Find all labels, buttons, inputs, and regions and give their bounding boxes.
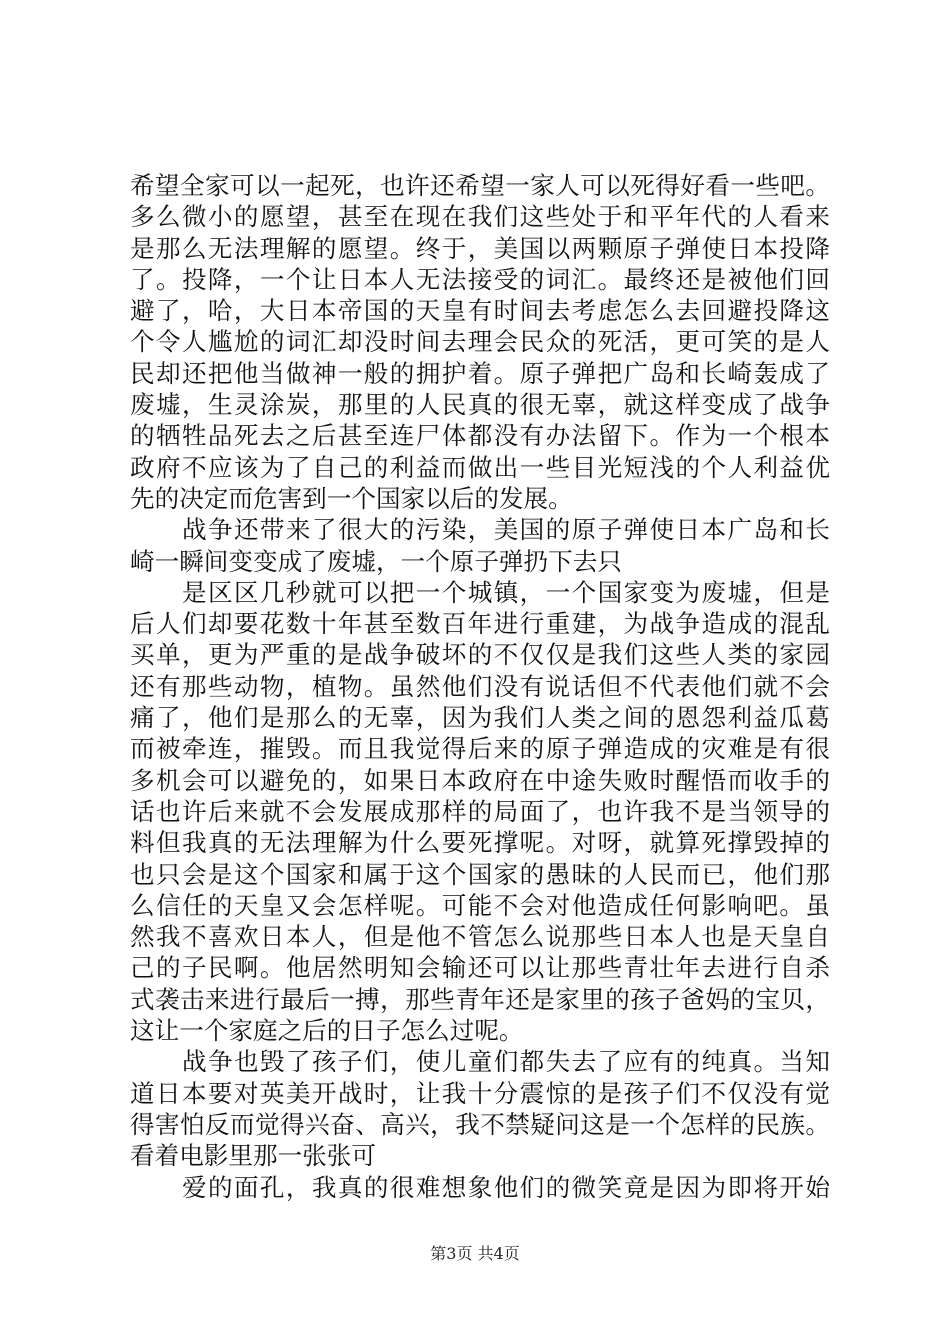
text-line: 式袭击来进行最后一搏，那些青年还是家里的孩子爸妈的宝贝，	[130, 984, 830, 1014]
text-line: 了。投降，一个让日本人无法接受的词汇。最终还是被他们回	[130, 264, 830, 294]
document-body	[130, 170, 830, 1203]
text-line: 还有那些动物，植物。虽然他们没有说话但不代表他们就不会	[130, 671, 830, 701]
text-line: 得害怕反而觉得兴奋、高兴，我不禁疑问这是一个怎样的民族。	[130, 1109, 830, 1139]
text-line: 民却还把他当做神一般的拥护着。原子弹把广岛和长崎轰成了	[130, 358, 830, 388]
text-line: 政府不应该为了自己的利益而做出一些目光短浅的个人利益优	[130, 452, 830, 482]
text-line: 多么微小的愿望，甚至在现在我们这些处于和平年代的人看来	[130, 202, 830, 232]
text-line: 话也许后来就不会发展成那样的局面了，也许我不是当领导的	[130, 796, 830, 826]
text-line: 是区区几秒就可以把一个城镇，一个国家变为废墟，但是	[182, 577, 830, 607]
text-line: 而被牵连，摧毁。而且我觉得后来的原子弹造成的灾难是有很	[130, 734, 830, 764]
text-line: 希望全家可以一起死，也许还希望一家人可以死得好看一些吧。	[130, 171, 830, 200]
text-line: 料但我真的无法理解为什么要死撑呢。对呀，就算死撑毁掉的	[130, 828, 830, 858]
text-line: 爱的面孔，我真的很难想象他们的微笑竟是因为即将开始	[182, 1172, 830, 1202]
text-line: 么信任的天皇又会怎样呢。可能不会对他造成任何影响吧。虽	[130, 890, 830, 920]
text-line: 的牺牲品死去之后甚至连尸体都没有办法留下。作为一个根本	[130, 421, 830, 451]
text-line: 战争还带来了很大的污染，美国的原子弹使日本广岛和长	[182, 515, 830, 545]
text-line: 这让一个家庭之后的日子怎么过呢。	[130, 1016, 524, 1046]
text-line: 己的子民啊。他居然明知会输还可以让那些青壮年去进行自杀	[130, 953, 830, 983]
text-line: 后人们却要花数十年甚至数百年进行重建，为战争造成的混乱	[130, 609, 830, 639]
text-line: 废墟，生灵涂炭，那里的人民真的很无辜，就这样变成了战争	[130, 390, 830, 420]
text-line: 看着电影里那一张张可	[130, 1141, 376, 1171]
text-line: 痛了，他们是那么的无辜，因为我们人类之间的恩怨利益瓜葛	[130, 703, 830, 733]
text-line: 崎一瞬间变变成了废墟，一个原子弹扔下去只	[130, 546, 622, 576]
text-line: 买单，更为严重的是战争破坏的不仅仅是我们这些人类的家园	[130, 640, 830, 670]
text-line: 避了，哈，大日本帝国的天皇有时间去考虑怎么去回避投降这	[130, 296, 830, 326]
text-line: 战争也毁了孩子们，使儿童们都失去了应有的纯真。当知	[182, 1047, 830, 1077]
text-line: 多机会可以避免的，如果日本政府在中途失败时醒悟而收手的	[130, 765, 830, 795]
text-line: 也只会是这个国家和属于这个国家的愚昧的人民而已，他们那	[130, 859, 830, 889]
text-line: 先的决定而危害到一个国家以后的发展。	[130, 483, 573, 513]
text-line: 个令人尴尬的词汇却没时间去理会民众的死活，更可笑的是人	[130, 327, 830, 357]
text-line: 然我不喜欢日本人，但是他不管怎么说那些日本人也是天皇自	[130, 922, 830, 952]
page-footer: 第3页 共4页	[430, 1244, 520, 1263]
text-line: 是那么无法理解的愿望。终于，美国以两颗原子弹使日本投降	[130, 233, 830, 263]
text-line: 道日本要对英美开战时，让我十分震惊的是孩子们不仅没有觉	[130, 1078, 830, 1108]
